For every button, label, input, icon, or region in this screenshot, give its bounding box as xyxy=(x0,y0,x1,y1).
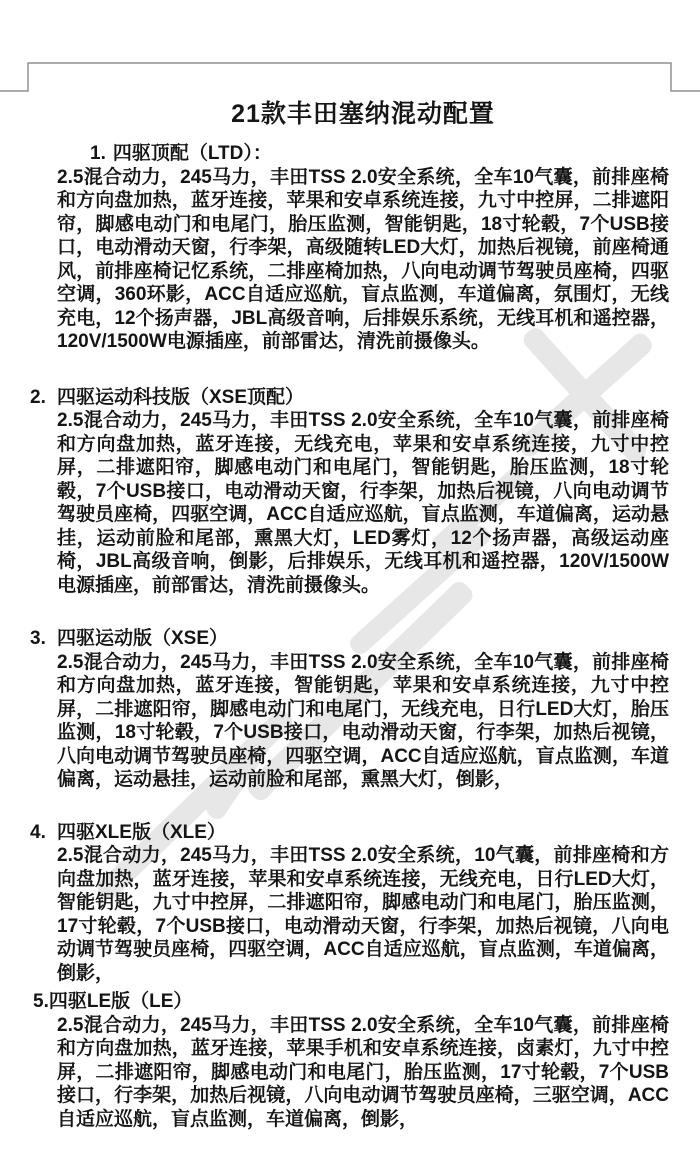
section-heading-label: 四驱LE版（LE） xyxy=(48,991,193,1012)
document-body xyxy=(30,63,669,1131)
section-heading-label: 四驱XLE版（XLE） xyxy=(57,821,226,843)
section-number: 4. xyxy=(30,821,46,843)
section-body: 2.5混合动力，245马力，丰田TSS 2.0安全系统，全车10气囊，前排座椅和方向盘加热，蓝牙连接，苹果和安卓系统连接，九寸中控屏，二排遮阳帘，脚感电动门和电尾门，胎压监测，智能钥匙，18寸轮毂，7个USB接口，电动滑动天窗，行李架，高级随转LED大灯，加热后视镜，前座椅通风，前排座椅记忆系统，二排座椅加热，八向电动调节驾驶员座椅，四驱空调，360环影，ACC自适应巡航，盲点监测，车道偏离，氛围灯，无线充电，12个扬声器，JBL高级音响，后排娱乐系统，无线耳机和遥控器， 120V/1500W电源插座，前部雷达，清洗前摄像头。 xyxy=(57,166,669,352)
section-heading xyxy=(30,821,669,845)
section-body: 2.5混合动力，245马力，丰田TSS 2.0安全系统，全车10气囊，前排座椅和方向盘加热，蓝牙连接，苹果手机和安卓系统连接，卤素灯，九寸中控屏，二排遮阳帘，脚感电动门和电尾门，胎压监测，17寸轮毂，7个USB接口，行李架，加热后视镜，八向电动调节驾驶员座椅，三驱空调，ACC自适应巡航，盲点监测，车道偏离，倒影， xyxy=(57,1014,669,1130)
section-heading xyxy=(90,142,669,166)
section-heading-label: 四驱运动版（XSE） xyxy=(57,628,229,649)
section-heading-label: 四驱运动科技版（XSE顶配） xyxy=(57,386,305,408)
section-heading xyxy=(30,386,669,410)
page-title: 21款丰田塞纳混动配置 xyxy=(231,100,495,128)
section-body: 2.5混合动力，245马力，丰田TSS 2.0安全系统，全车10气囊，前排座椅和方向盘加热，蓝牙连接，智能钥匙，苹果和安卓系统连接，九寸中控屏，二排遮阳帘，脚感电动门和电尾门，无线充电，日行LED大灯，胎压监测，18寸轮毂，7个USB接口，电动滑动天窗，行李架，加热后视镜，八向电动调节驾驶员座椅，四驱空调，ACC自适应巡航，盲点监测，车道偏离，运动悬挂，运动前脸和尾部，熏黑大灯，倒影， xyxy=(57,651,669,790)
section-xse-top xyxy=(30,386,669,598)
section-ltd xyxy=(57,142,669,354)
section-heading-label: 四驱顶配（LTD）： xyxy=(112,143,272,164)
section-heading xyxy=(33,990,669,1014)
section-heading xyxy=(30,627,669,651)
section-le xyxy=(33,990,669,1131)
section-number: 1. xyxy=(90,143,106,164)
section-body: 2.5混合动力，245马力，丰田TSS 2.0安全系统，10气囊，前排座椅和方向盘加热，蓝牙连接，苹果和安卓系统连接，无线充电，日行LED大灯，智能钥匙，九寸中控屏，二排遮阳帘，脚感电动门和电尾门，胎压监测，17寸轮毂，7个USB接口，电动滑动天窗，行李架，加热后视镜，八向电动调节驾驶员座椅，四驱空调，ACC自适应巡航，盲点监测，车道偏离，倒影， xyxy=(57,845,669,984)
section-number: 5. xyxy=(33,991,49,1012)
section-number: 3. xyxy=(30,628,46,649)
section-body: 2.5混合动力，245马力，丰田TSS 2.0安全系统，全车10气囊，前排座椅和方向盘加热，蓝牙连接，无线充电，苹果和安卓系统连接，九寸中控屏，二排遮阳帘，脚感电动门和电尾门，智能钥匙，胎压监测，18寸轮毂，7个USB接口，电动滑动天窗，行李架，加热后视镜，八向电动调节驾驶员座椅，四驱空调，ACC自适应巡航，盲点监测，车道偏离，运动悬挂，运动前脸和尾部，熏黑大灯，LED雾灯，12个扬声器，高级运动座椅，JBL高级音响，倒影，后排娱乐，无线耳机和遥控器，120V/1500W电源插座，前部雷达，清洗前摄像头。 xyxy=(57,410,669,596)
section-number: 2. xyxy=(30,386,46,408)
section-xse xyxy=(30,627,669,792)
section-xle xyxy=(30,821,669,986)
